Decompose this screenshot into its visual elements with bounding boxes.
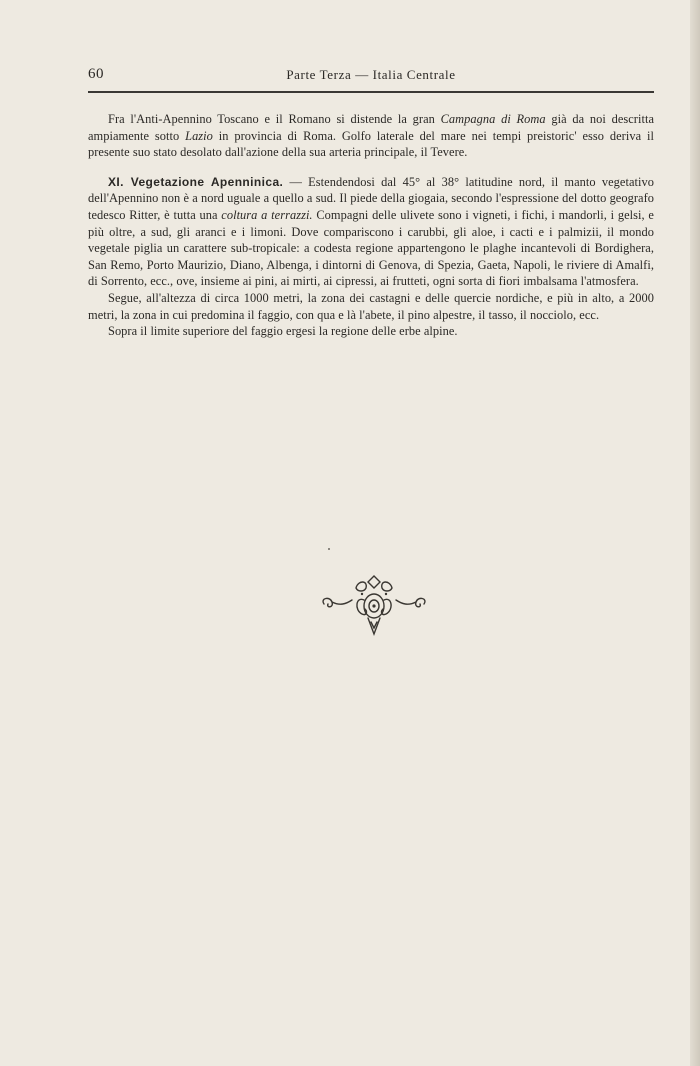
header-rule bbox=[88, 91, 654, 93]
paragraph-vegetazione: XI. Vegetazione Apenninica. — Estendendosi dal 45° al 38° latitudine nord, il manto vegetativo dell'Apennino non è a nord uguale a quello a sud. Il piede della giogaia, secondo l'espressione del dotto geografo tedesco Ritter, è tutta una coltura a terrazzi. Compagni delle ulivete sono i vigneti, i fichi, i mandorli, i gelsi, e più oltre, a sud, gli aranci e i limoni. Dove compariscono i carubbi, gli aloe, i cacti e i palmizii, il mondo vegetale piglia un carattere sub-tropicale: a codesta regione appartengono le plaghe incantevoli di Bordighera, San Remo, Porto Maurizio, Diano, Albenga, i dintorni di Genova, di Spezia, Gaeta, Napoli, le riviere di Amalfi, di Sorrento, ecc., ove, insieme ai pini, ai mirti, ai cipressi, ai frutteti, ogni sorta di fiori imbalsama l'atmosfera. bbox=[88, 174, 654, 289]
running-head bbox=[88, 66, 654, 84]
paragraph-zone-altitudine: Segue, all'altezza di circa 1000 metri, la zona dei castagni e delle quercie nordiche, e più in alto, a 2000 metri, la zona in cui predomina il faggio, con qua e là l'abete, il pino alpestre, il tasso, il nocciolo, ecc. bbox=[88, 290, 654, 322]
running-title: Parte Terza — Italia Centrale bbox=[286, 67, 456, 82]
paragraph-erbe-alpine: Sopra il limite superiore del faggio ergesi la regione delle erbe alpine. bbox=[108, 324, 458, 339]
emphasis-lazio: Lazio bbox=[185, 128, 213, 143]
paragraph-campagna-di-roma: Fra l'Anti-Apennino Toscano e il Romano si distende la gran Campagna di Roma già da noi descritta ampiamente sotto Lazio in provincia di Roma. Golfo laterale del mare nei tempi preistoric' esso deriva il presente suo stato desolato dall'azione della sua arteria principale, il Tevere. bbox=[88, 112, 655, 160]
section-heading: XI. Vegetazione Apenninica. bbox=[108, 174, 284, 189]
body-text bbox=[88, 111, 654, 340]
page-edge-shadow bbox=[690, 0, 700, 1066]
emphasis-coltura-a-terrazzi: coltura a terrazzi. bbox=[221, 207, 313, 222]
tailpiece-ornament-icon bbox=[318, 574, 430, 640]
emphasis-campagna-di-roma: Campagna di Roma bbox=[440, 112, 546, 126]
stray-ink-dot bbox=[328, 548, 330, 550]
page-number: 60 bbox=[88, 66, 104, 82]
